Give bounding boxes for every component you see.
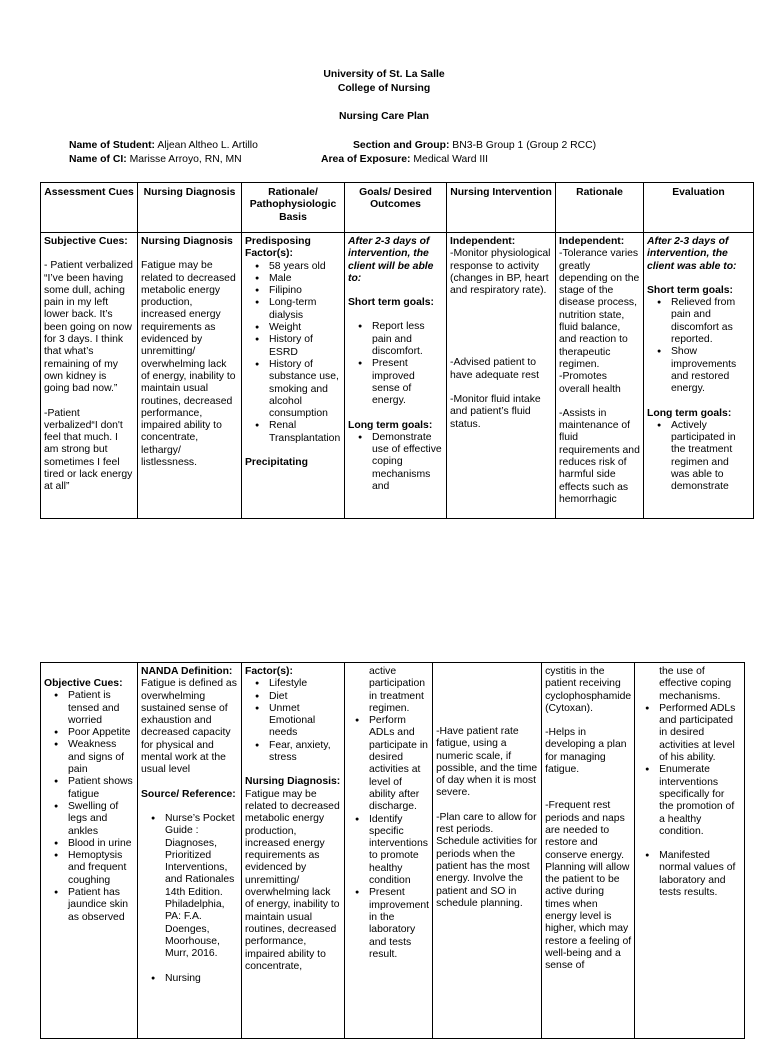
- list-item: ● Filipino: [269, 285, 341, 297]
- rationale-cell-2: [242, 663, 345, 1039]
- goals-cell: [345, 233, 447, 519]
- objective-cues-list: [44, 690, 134, 924]
- independent-title-2: Independent:: [559, 236, 625, 247]
- col-header-goals: Goals/ Desired Outcomes: [345, 183, 447, 233]
- col-header-rationale: Rationale/ Pathophysiologic Basis: [242, 183, 345, 233]
- subjective-quote-2: -Patient verbalized“I don't feel that much. I am strong but sometimes I feel tired or lack energy at all”: [44, 407, 133, 493]
- list-item: ● Unmet Emotional needs: [269, 703, 341, 740]
- list-item: ● Identify specific interventions to promote healthy condition: [369, 814, 429, 888]
- list-item: ● Show improvements and restored energy.: [671, 346, 750, 395]
- table-header-row: [41, 183, 754, 233]
- eval-short-term-list: [647, 297, 750, 395]
- nanda-title: NANDA Definition:: [141, 666, 233, 677]
- factors-title: Factor(s):: [245, 666, 293, 677]
- goals-continued-list: [345, 666, 429, 961]
- diagnosis-text: Fatigue may be related to decreased metabolic energy production, increased energy requirements as evidenced by unremitting/ overwhelming lack of energy, inability to maintain usual routines, decreased performance, impaired ability to concentrate, lethargy/ listlessness.: [141, 260, 236, 469]
- col-header-assessment: Assessment Cues: [41, 183, 138, 233]
- list-item: ● Male: [269, 273, 341, 285]
- intervention-cell-2: [433, 663, 542, 1039]
- diagnosis-cell: [138, 233, 242, 519]
- list-item: ● Long-term dialysis: [269, 297, 341, 322]
- goals-intro: After 2-3 days of intervention, the client will be able to:: [348, 236, 434, 284]
- evaluation-continued-list: [635, 666, 741, 899]
- rationale-2-cell-2: [542, 663, 635, 1039]
- rationale-2: -Promotes overall health: [559, 371, 621, 395]
- list-item: ● Fear, anxiety, stress: [269, 740, 341, 765]
- subjective-cues-title: Subjective Cues:: [44, 236, 128, 247]
- source-title: Source/ Reference:: [141, 788, 236, 800]
- intervention-cell: [447, 233, 556, 519]
- list-item: ● Renal Transplantation: [269, 420, 341, 445]
- short-term-goals-list: [348, 321, 443, 407]
- eval-long-term-title: Long term goals:: [647, 407, 732, 419]
- list-item: ● Manifested normal values of laboratory and tests results.: [659, 850, 741, 899]
- long-term-goals-title: Long term goals:: [348, 419, 433, 431]
- rationale-4: -Helps in developing a plan for managing fatigue.: [545, 727, 627, 776]
- list-item: ● Nursing: [165, 973, 238, 985]
- intervention-3: -Monitor fluid intake and patient’s fluid status.: [450, 394, 541, 430]
- goals-cell-2: [345, 663, 433, 1039]
- area-value: Medical Ward III: [413, 154, 489, 165]
- document-title: Nursing Care Plan: [338, 111, 430, 122]
- list-item: ● Patient shows fatigue: [68, 776, 134, 801]
- list-item: ● Patient is tensed and worried: [68, 690, 134, 727]
- rationale-continued: cystitis in the patient receiving cyclophosphamide (Cytoxan).: [545, 666, 632, 714]
- assessment-cell: [41, 233, 138, 519]
- table-row: [41, 233, 754, 519]
- long-term-goals-list: [348, 432, 443, 493]
- care-plan-table-page2: [40, 662, 745, 1039]
- nursing-diagnosis-title: Nursing Diagnosis:: [245, 776, 341, 788]
- area-label: Area of Exposure:: [321, 154, 411, 165]
- nanda-text: Fatigue is defined as overwhelming sustained sense of exhaustion and decreased capacity for physical and mental work at the usual level: [141, 678, 237, 776]
- evaluation-cell-2: [635, 663, 745, 1039]
- short-term-goals-title: Short term goals:: [348, 297, 435, 309]
- evaluation-continued: [659, 666, 741, 703]
- list-item: ● Poor Appetite: [68, 727, 134, 739]
- list-item: ● Lifestyle: [269, 678, 341, 690]
- area-line: [321, 154, 488, 166]
- section-label: Section and Group:: [353, 140, 450, 151]
- list-item: ● 58 years old: [269, 261, 341, 273]
- care-plan-table-page1: [40, 182, 754, 519]
- diagnosis-title: Nursing Diagnosis: [141, 236, 233, 247]
- intervention-4: -Have patient rate fatigue, using a numeric scale, if possible, and the time of day when it is most severe.: [436, 726, 538, 799]
- precipitating-title: Precipitating: [245, 457, 308, 469]
- list-item: ● Weight: [269, 322, 341, 334]
- list-item: ● Blood in urine: [68, 838, 134, 850]
- independent-title: Independent:: [450, 236, 516, 247]
- table-row: [41, 663, 745, 1039]
- list-item: ● Report less pain and discomfort.: [372, 321, 443, 358]
- college-name: College of Nursing: [337, 83, 431, 94]
- ci-line: [69, 154, 242, 166]
- list-item: ● Enumerate interventions specifically for the promotion of a healthy condition.: [659, 764, 741, 838]
- rationale-1: -Tolerance varies greatly depending on the stage of the disease process, nutrition state, fluid balance, and reaction to therapeutic regimen.: [559, 248, 640, 370]
- list-item: ● Perform ADLs and participate in desired activities at level of ability after discharge.: [369, 715, 429, 813]
- col-header-intervention: Nursing Intervention: [447, 183, 556, 233]
- predisposing-list: [245, 261, 341, 445]
- intervention-2: -Advised patient to have adequate rest: [450, 357, 539, 381]
- eval-short-term-title: Short term goals:: [647, 284, 734, 296]
- student-value: Aljean Altheo L. Artillo: [157, 140, 258, 151]
- university-name: University of St. La Salle: [323, 69, 445, 80]
- student-label: Name of Student:: [69, 140, 156, 151]
- factors-list: [245, 678, 341, 764]
- col-header-diagnosis: Nursing Diagnosis: [138, 183, 242, 233]
- list-item: ● Present improved sense of energy.: [372, 358, 443, 407]
- eval-long-term-list: [647, 420, 750, 494]
- ci-label: Name of CI:: [69, 154, 127, 165]
- list-item: ● Swelling of legs and ankles: [68, 801, 134, 838]
- rationale-3: -Assists in maintenance of fluid requirements and reduces risk of harmful side effects such as hemorrhagic: [559, 407, 640, 505]
- list-item: ● History of substance use, smoking and alcohol consumption: [269, 359, 341, 420]
- rationale-cell: [242, 233, 345, 519]
- source-list: [141, 813, 238, 985]
- section-line: [353, 140, 596, 152]
- ci-value: Marisse Arroyo, RN, MN: [129, 154, 242, 165]
- list-item: ● Present improvement in the laboratory and tests result.: [369, 887, 429, 961]
- intervention-5: -Plan care to allow for rest periods. Schedule activities for periods when the patient has the most energy. Involve the patient and SO in schedule planning.: [436, 811, 538, 909]
- evaluation-continued-text: the use of effective coping mechanisms.: [659, 666, 732, 702]
- list-item: ● Actively participated in the treatment regimen and was able to demonstrate: [671, 420, 750, 494]
- assessment-cell-2: [41, 663, 138, 1039]
- diagnosis-cell-2: [138, 663, 242, 1039]
- goals-continued-text: active participation in treatment regimen.: [369, 666, 426, 714]
- list-item: ● Demonstrate use of effective coping mechanisms and: [372, 432, 443, 493]
- evaluation-intro: After 2-3 days of intervention, the client was able to:: [647, 236, 737, 272]
- intervention-1: -Monitor physiological response to activity (changes in BP, heart and respiratory rate).: [450, 248, 551, 297]
- student-line: [69, 140, 258, 152]
- list-item: ● Hemoptysis and frequent coughing: [68, 850, 134, 887]
- predisposing-title: Predisposing Factor(s):: [245, 236, 311, 260]
- list-item: ● Performed ADLs and participated in desired activities at level of his ability.: [659, 703, 741, 764]
- rationale-2-cell: [556, 233, 644, 519]
- col-header-rationale-2: Rationale: [556, 183, 644, 233]
- evaluation-cell: [644, 233, 754, 519]
- col-header-evaluation: Evaluation: [644, 183, 754, 233]
- nursing-diagnosis-text: Fatigue may be related to decreased metabolic energy production, increased energy requirements as evidenced by unremitting/ overwhelming lack of energy, inability to maintain usual routines, decreased performance, impaired ability to concentrate,: [245, 788, 340, 972]
- section-value: BN3-B Group 1 (Group 2 RCC): [452, 140, 597, 151]
- list-item: ● History of ESRD: [269, 334, 341, 359]
- list-item: ● Diet: [269, 691, 341, 703]
- subjective-quote-1: - Patient verbalized “I’ve been having some dull, aching pain in my left lower back. It’s been going on now for 3 days. I think that what’s remaining of my own kidney is going bad now.”: [44, 260, 133, 395]
- list-item: ● Patient has jaundice skin as observed: [68, 887, 134, 924]
- objective-cues-title: Objective Cues:: [44, 678, 123, 689]
- list-item: ● Nurse’s Pocket Guide : Diagnoses, Prioritized Interventions, and Rationales 14th Edition. Philadelphia, PA: F.A. Doenges, Moorhouse, Murr, 2016.: [165, 813, 238, 961]
- list-item: ● Relieved from pain and discomfort as reported.: [671, 297, 750, 346]
- rationale-5: -Frequent rest periods and naps are needed to restore and conserve energy. Planning will allow the patient to be active during times when energy level is higher, which may restore a feeling of well-being and a sense of: [545, 800, 632, 972]
- goals-continued: [369, 666, 429, 715]
- list-item: ● Weakness and signs of pain: [68, 739, 134, 776]
